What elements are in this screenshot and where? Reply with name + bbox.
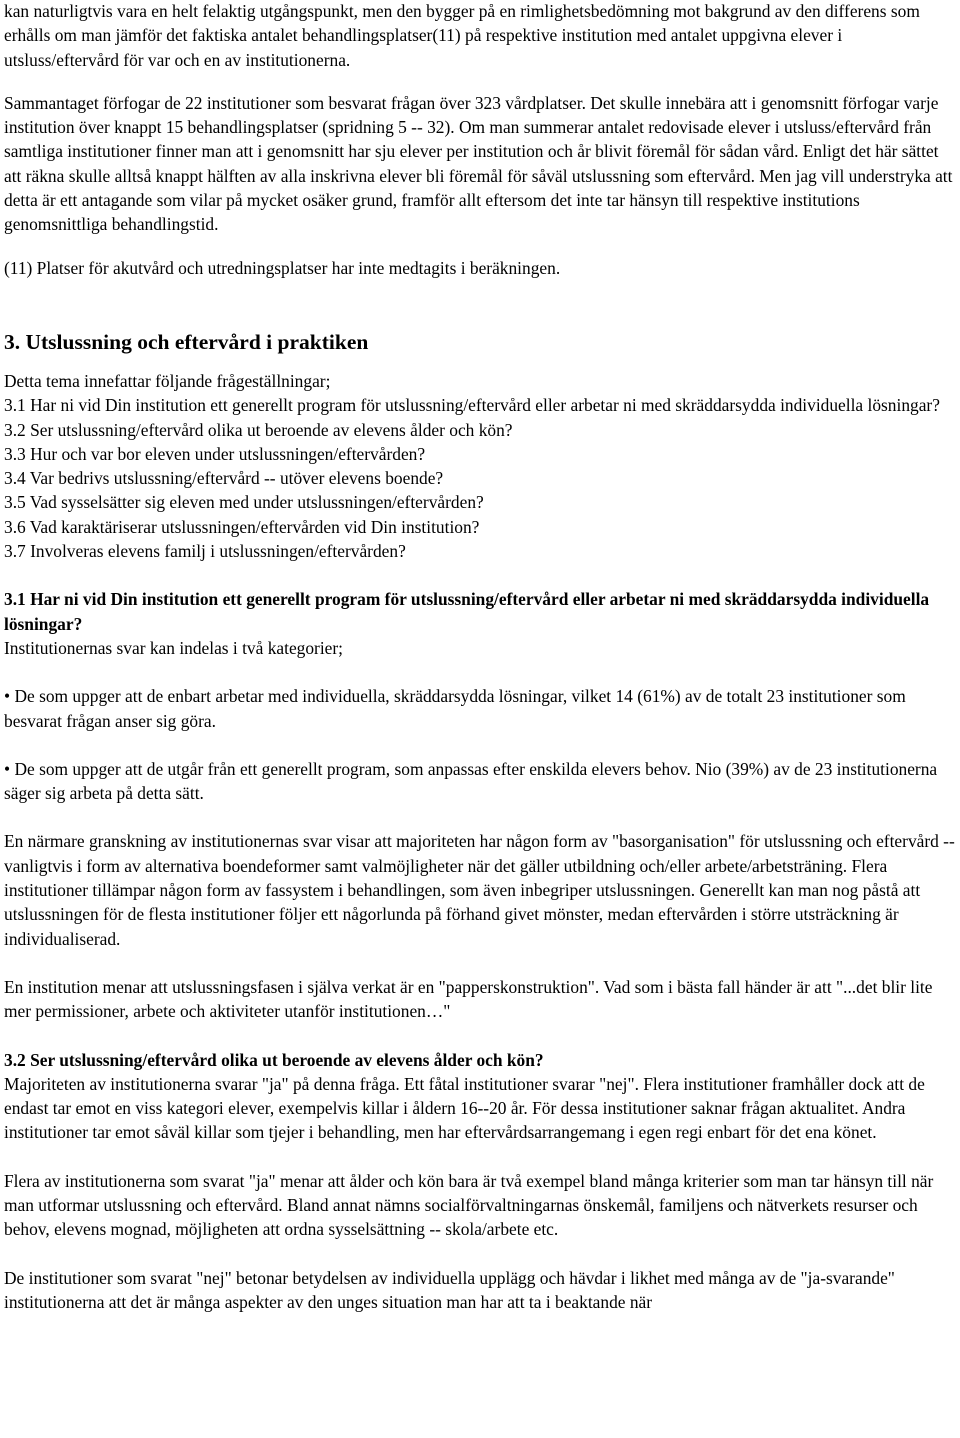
section-3-heading: 3. Utslussning och eftervård i praktiken (4, 329, 369, 354)
question-3-6: 3.6 Vad karaktäriserar utslussningen/eftervården vid Din institution? (4, 516, 480, 537)
document-page (4, 0, 956, 1314)
intro-paragraph-capacity: Sammantaget förfogar de 22 institutioner som besvarat frågan över 323 vårdplatser. Det skulle innebära att i genomsnitt förfogar varje institution över knappt 15 behandlingsplatser (spridning 5 -- 32). Om man summerar antalet redovisade elever i utsluss/eftervård från samtliga institutioner finner man att i genomsnitt har sju elever per institution och år blivit föremål för sådan vård. Enligt det här sättet att räkna skulle alltså knappt hälften av alla inskrivna elever bli föremål för såväl utslussning som eftervård. Men jag vill understryka att detta är ett antagande som vilar på mycket osäker grund, framför allt eftersom det inte tar hänsyn till respektive institutions genomsnittliga behandlingstid. (4, 92, 953, 235)
section-3-lead: Detta tema innefattar följande frågeställningar; (4, 370, 331, 391)
subsection-3-1-paragraph-2: En institution menar att utslussningsfasen i själva verkat är en "papperskonstruktion". Vad som i bästa fall händer är att "...det blir lite mer permissioner, arbete och aktiviteter utanför institutionen…" (4, 976, 933, 1022)
question-3-4: 3.4 Var bedrivs utslussning/eftervård -- utöver elevens boende? (4, 468, 444, 489)
subsection-3-2-paragraph-2: Flera av institutionerna som svarat "ja" menar att ålder och kön bara är två exempel bland många kriterier som man tar hänsyn till när man utformar utslussning och eftervård. Bland annat nämns socialförvaltningarnas önskemål, familjens och nätverkets resurser och behov, elevens mognad, möjligheten att ordna sysselsättning -- skola/arbete etc. (4, 1170, 934, 1240)
bullet-individual-solutions: • De som uppger att de enbart arbetar med individuella, skräddarsydda lösningar, vilket 14 (61%) av de totalt 23 institutioner som besvarat frågan anser sig göra. (4, 684, 956, 733)
question-3-1: 3.1 Har ni vid Din institution ett generellt program för utslussning/eftervård eller arbetar ni med skräddarsydda individuella lösningar? (4, 395, 940, 416)
subsection-3-2-paragraph-1: Majoriteten av institutionerna svarar "ja" på denna fråga. Ett fåtal institutioner svarar "nej". Flera institutioner framhåller dock att de endast tar emot en viss kategori elever, exempelvis killar i åldern 16--20 år. För dessa institutioner saknar frågan aktualitet. Andra institutioner tar emot såväl killar som tjejer i behandling, men har eftervårdsarrangemang i egen regi enbart för det ena könet. (4, 1073, 925, 1143)
subsection-3-1-heading: 3.1 Har ni vid Din institution ett generellt program för utslussning/eftervård eller arbetar ni med skräddarsydda individuella lösningar? (4, 589, 930, 634)
question-3-3: 3.3 Hur och var bor eleven under utslussningen/eftervården? (4, 443, 426, 464)
subsection-3-2-paragraph-3: De institutioner som svarat "nej" betonar betydelsen av individuella upplägg och hävdar i likhet med många av de "ja-svarande" institutionerna att det är många aspekter av den unges situation man har att ta i beaktande när (4, 1267, 895, 1312)
question-3-7: 3.7 Involveras elevens familj i utslussningen/eftervården? (4, 541, 406, 562)
intro-paragraph-continued: kan naturligtvis vara en helt felaktig utgångspunkt, men den bygger på en rimlighetsbedömning mot bakgrund av den differens som erhålls om man jämför det faktiska antalet behandlingsplatser(11) på respektive institution med antalet uppgivna elever i utsluss/eftervård för var och en av institutionerna. (4, 1, 920, 70)
question-list (4, 393, 956, 563)
subsection-3-1-paragraph-1: En närmare granskning av institutionernas svar visar att majoriteten har någon form av "basorganisation" för utslussning och eftervård -- vanligtvis i form av alternativa boendeformer samt valmöjligheter när det gäller utbildning och/eller arbete/arbetsträning. Flera institutioner tillämpar någon form av fassystem i behandlingen, som även inbegriper utslussningen. Generellt kan man nog påstå att utslussningen för de flesta institutioner följer ett någorlunda på förhand givet mönster, medan eftervården i större utsträckning är individualiserad. (4, 831, 955, 949)
footnote-11: (11) Platser för akutvård och utredningsplatser har inte medtagits i beräkningen. (4, 257, 561, 278)
question-3-2: 3.2 Ser utslussning/eftervård olika ut beroende av elevens ålder och kön? (4, 419, 513, 440)
subsection-3-1-intro: Institutionernas svar kan indelas i två kategorier; (4, 637, 344, 658)
question-3-5: 3.5 Vad sysselsätter sig eleven med under utslussningen/eftervården? (4, 492, 484, 513)
bullet-general-program: • De som uppger att de utgår från ett generellt program, som anpassas efter enskilda elevers behov. Nio (39%) av de 23 institutionerna säger sig arbeta på detta sätt. (4, 757, 956, 806)
subsection-3-2-heading: 3.2 Ser utslussning/eftervård olika ut beroende av elevens ålder och kön? (4, 1049, 544, 1070)
